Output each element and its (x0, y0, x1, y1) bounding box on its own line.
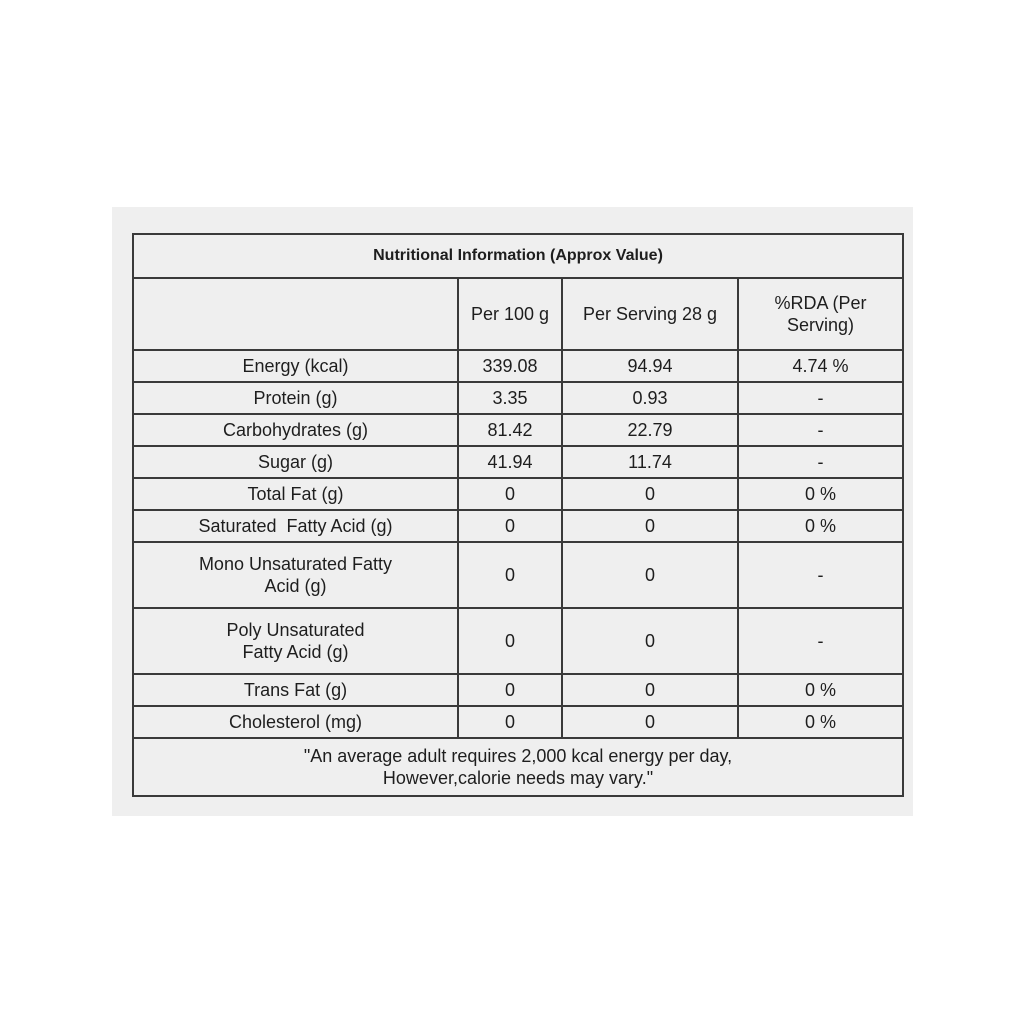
header-nutrient (133, 278, 458, 350)
table-row (133, 382, 903, 414)
value-rda: - (738, 446, 903, 478)
nutrient-name: Total Fat (g) (133, 478, 458, 510)
value-per-100g: 0 (458, 478, 562, 510)
nutrient-name: Protein (g) (133, 382, 458, 414)
table-row (133, 608, 903, 674)
value-rda: - (738, 608, 903, 674)
table-title: Nutritional Information (Approx Value) (133, 234, 903, 278)
header-per-serving: Per Serving 28 g (562, 278, 738, 350)
nutrient-name: Energy (kcal) (133, 350, 458, 382)
value-rda: - (738, 414, 903, 446)
value-rda: 0 % (738, 706, 903, 738)
header-rda: %RDA (Per Serving) (738, 278, 903, 350)
value-per-100g: 0 (458, 510, 562, 542)
footnote-line: "An average adult requires 2,000 kcal energy per day, (303, 746, 733, 766)
header-per-100g: Per 100 g (458, 278, 562, 350)
table-row (133, 706, 903, 738)
table-row (133, 446, 903, 478)
footnote-row (133, 738, 903, 796)
value-per-100g: 339.08 (458, 350, 562, 382)
value-per-serving: 0.93 (562, 382, 738, 414)
value-per-100g: 0 (458, 608, 562, 674)
nutrient-name: Poly Unsaturated Fatty Acid (g) (133, 608, 458, 674)
nutrient-name: Trans Fat (g) (133, 674, 458, 706)
value-per-serving: 11.74 (562, 446, 738, 478)
value-rda: 0 % (738, 478, 903, 510)
value-per-serving: 0 (562, 608, 738, 674)
value-per-serving: 0 (562, 542, 738, 608)
value-per-100g: 3.35 (458, 382, 562, 414)
value-rda: - (738, 382, 903, 414)
table-row (133, 478, 903, 510)
value-per-100g: 0 (458, 706, 562, 738)
value-per-100g: 41.94 (458, 446, 562, 478)
table-row (133, 542, 903, 608)
nutrient-name: Sugar (g) (133, 446, 458, 478)
nutrition-table (132, 233, 904, 797)
table-row (133, 414, 903, 446)
table-row (133, 350, 903, 382)
nutrient-name: Carbohydrates (g) (133, 414, 458, 446)
nutrient-name: Mono Unsaturated Fatty Acid (g) (133, 542, 458, 608)
value-rda: - (738, 542, 903, 608)
footnote (133, 738, 903, 796)
value-per-serving: 0 (562, 510, 738, 542)
nutrient-name: Saturated Fatty Acid (g) (133, 510, 458, 542)
value-per-serving: 0 (562, 674, 738, 706)
value-per-serving: 0 (562, 478, 738, 510)
table-row (133, 510, 903, 542)
footnote-line: However,calorie needs may vary." (382, 768, 654, 788)
value-rda: 4.74 % (738, 350, 903, 382)
value-per-100g: 0 (458, 542, 562, 608)
header-row (133, 278, 903, 350)
value-per-serving: 22.79 (562, 414, 738, 446)
value-rda: 0 % (738, 510, 903, 542)
value-per-100g: 0 (458, 674, 562, 706)
value-per-serving: 94.94 (562, 350, 738, 382)
nutrient-name: Cholesterol (mg) (133, 706, 458, 738)
value-rda: 0 % (738, 674, 903, 706)
table-row (133, 674, 903, 706)
value-per-serving: 0 (562, 706, 738, 738)
value-per-100g: 81.42 (458, 414, 562, 446)
